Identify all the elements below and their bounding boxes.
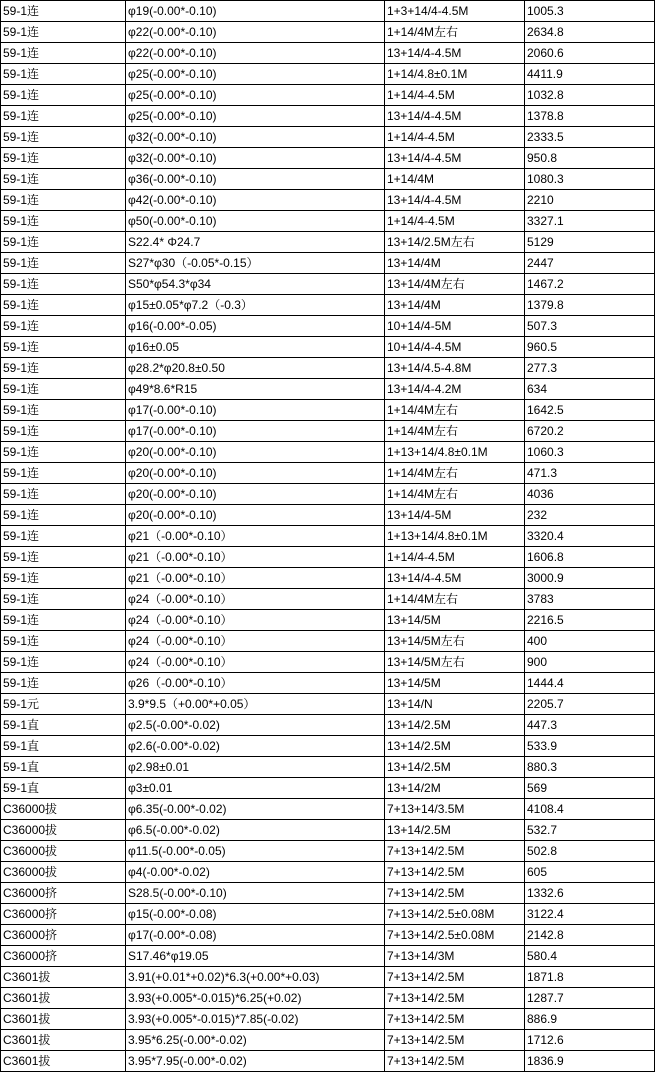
spec-cell: φ15±0.05*φ7.2（-0.3）	[126, 295, 385, 316]
weight-cell: 3327.1	[525, 211, 655, 232]
length-cell: 13+14/2M	[385, 778, 525, 799]
weight-cell: 471.3	[525, 463, 655, 484]
spec-cell: φ2.6(-0.00*-0.02)	[126, 736, 385, 757]
table-row	[1, 778, 655, 799]
length-cell: 13+14/4-4.5M	[385, 568, 525, 589]
grade-cell: 59-1连	[1, 1, 126, 22]
spec-cell: φ24（-0.00*-0.10）	[126, 589, 385, 610]
weight-cell: 232	[525, 505, 655, 526]
grade-cell: 59-1连	[1, 631, 126, 652]
table-row	[1, 211, 655, 232]
table-row	[1, 841, 655, 862]
weight-cell: 1642.5	[525, 400, 655, 421]
length-cell: 13+14/4-4.5M	[385, 190, 525, 211]
table-row	[1, 295, 655, 316]
spec-cell: φ20(-0.00*-0.10)	[126, 463, 385, 484]
grade-cell: 59-1连	[1, 589, 126, 610]
spec-cell: S28.5(-0.00*-0.10)	[126, 883, 385, 904]
spec-cell: φ16±0.05	[126, 337, 385, 358]
length-cell: 1+14/4M左右	[385, 400, 525, 421]
weight-cell: 2333.5	[525, 127, 655, 148]
table-row	[1, 631, 655, 652]
spec-cell: φ49*8.6*R15	[126, 379, 385, 400]
spec-cell: φ32(-0.00*-0.10)	[126, 148, 385, 169]
table-row	[1, 652, 655, 673]
grade-cell: 59-1元	[1, 694, 126, 715]
table-row	[1, 799, 655, 820]
length-cell: 7+13+14/2.5M	[385, 1009, 525, 1030]
length-cell: 1+14/4-4.5M	[385, 127, 525, 148]
grade-cell: 59-1连	[1, 568, 126, 589]
length-cell: 7+13+14/2.5M	[385, 862, 525, 883]
length-cell: 13+14/5M左右	[385, 631, 525, 652]
length-cell: 13+14/5M	[385, 610, 525, 631]
weight-cell: 605	[525, 862, 655, 883]
length-cell: 1+14/4.8±0.1M	[385, 64, 525, 85]
table-row	[1, 904, 655, 925]
grade-cell: 59-1连	[1, 337, 126, 358]
weight-cell: 2210	[525, 190, 655, 211]
weight-cell: 880.3	[525, 757, 655, 778]
table-row	[1, 505, 655, 526]
spec-cell: φ6.5(-0.00*-0.02)	[126, 820, 385, 841]
length-cell: 7+13+14/2.5M	[385, 841, 525, 862]
length-cell: 13+14/2.5M	[385, 715, 525, 736]
grade-cell: 59-1连	[1, 652, 126, 673]
spec-cell: 3.95*6.25(-0.00*-0.02)	[126, 1030, 385, 1051]
table-row	[1, 715, 655, 736]
weight-cell: 580.4	[525, 946, 655, 967]
spec-cell: φ25(-0.00*-0.10)	[126, 64, 385, 85]
grade-cell: 59-1连	[1, 379, 126, 400]
length-cell: 13+14/2.5M左右	[385, 232, 525, 253]
table-row	[1, 316, 655, 337]
table-row	[1, 274, 655, 295]
weight-cell: 1871.8	[525, 967, 655, 988]
weight-cell: 1378.8	[525, 106, 655, 127]
table-row	[1, 190, 655, 211]
spec-cell: φ50(-0.00*-0.10)	[126, 211, 385, 232]
weight-cell: 2060.6	[525, 43, 655, 64]
spec-cell: φ17(-0.00*-0.08)	[126, 925, 385, 946]
length-cell: 1+3+14/4-4.5M	[385, 1, 525, 22]
table-row	[1, 883, 655, 904]
spec-cell: φ22(-0.00*-0.10)	[126, 22, 385, 43]
weight-cell: 886.9	[525, 1009, 655, 1030]
length-cell: 13+14/4-4.5M	[385, 148, 525, 169]
weight-cell: 2447	[525, 253, 655, 274]
spec-cell: φ17(-0.00*-0.10)	[126, 400, 385, 421]
grade-cell: 59-1连	[1, 358, 126, 379]
spec-cell: φ26（-0.00*-0.10）	[126, 673, 385, 694]
weight-cell: 960.5	[525, 337, 655, 358]
weight-cell: 950.8	[525, 148, 655, 169]
weight-cell: 1287.7	[525, 988, 655, 1009]
table-row	[1, 358, 655, 379]
spec-cell: φ36(-0.00*-0.10)	[126, 169, 385, 190]
weight-cell: 5129	[525, 232, 655, 253]
length-cell: 1+14/4M左右	[385, 22, 525, 43]
table-row	[1, 421, 655, 442]
weight-cell: 2142.8	[525, 925, 655, 946]
grade-cell: C3601拔	[1, 1051, 126, 1072]
length-cell: 13+14/N	[385, 694, 525, 715]
spec-cell: φ24（-0.00*-0.10）	[126, 631, 385, 652]
grade-cell: C3601拔	[1, 1030, 126, 1051]
length-cell: 10+14/4-5M	[385, 316, 525, 337]
table-row	[1, 946, 655, 967]
table-row	[1, 337, 655, 358]
grade-cell: 59-1连	[1, 211, 126, 232]
spec-cell: φ21（-0.00*-0.10）	[126, 547, 385, 568]
table-row	[1, 1, 655, 22]
spec-cell: 3.95*7.95(-0.00*-0.02)	[126, 1051, 385, 1072]
spec-cell: 3.93(+0.005*-0.015)*7.85(-0.02)	[126, 1009, 385, 1030]
weight-cell: 1836.9	[525, 1051, 655, 1072]
table-row	[1, 1051, 655, 1072]
length-cell: 13+14/4.5-4.8M	[385, 358, 525, 379]
spec-cell: φ22(-0.00*-0.10)	[126, 43, 385, 64]
length-cell: 13+14/4-4.5M	[385, 43, 525, 64]
table-row	[1, 967, 655, 988]
length-cell: 7+13+14/2.5M	[385, 967, 525, 988]
spec-cell: S50*φ54.3*φ34	[126, 274, 385, 295]
table-row	[1, 862, 655, 883]
grade-cell: 59-1连	[1, 148, 126, 169]
grade-cell: 59-1连	[1, 106, 126, 127]
weight-cell: 3320.4	[525, 526, 655, 547]
length-cell: 13+14/4-5M	[385, 505, 525, 526]
grade-cell: 59-1连	[1, 190, 126, 211]
table-row	[1, 106, 655, 127]
table-row	[1, 988, 655, 1009]
spec-cell: φ2.98±0.01	[126, 757, 385, 778]
weight-cell: 1332.6	[525, 883, 655, 904]
table-row	[1, 526, 655, 547]
length-cell: 13+14/4M	[385, 295, 525, 316]
spec-cell: φ15(-0.00*-0.08)	[126, 904, 385, 925]
table-row	[1, 568, 655, 589]
length-cell: 7+13+14/2.5M	[385, 1051, 525, 1072]
table-row	[1, 1030, 655, 1051]
table-row	[1, 736, 655, 757]
length-cell: 7+13+14/3.5M	[385, 799, 525, 820]
grade-cell: 59-1连	[1, 526, 126, 547]
table-row	[1, 442, 655, 463]
table-row	[1, 127, 655, 148]
spec-cell: φ25(-0.00*-0.10)	[126, 106, 385, 127]
grade-cell: 59-1连	[1, 43, 126, 64]
spec-cell: φ3±0.01	[126, 778, 385, 799]
weight-cell: 277.3	[525, 358, 655, 379]
weight-cell: 2634.8	[525, 22, 655, 43]
grade-cell: C36000挤	[1, 925, 126, 946]
weight-cell: 3783	[525, 589, 655, 610]
grade-cell: 59-1连	[1, 85, 126, 106]
grade-cell: C3601拔	[1, 988, 126, 1009]
length-cell: 13+14/4M	[385, 253, 525, 274]
table-row	[1, 925, 655, 946]
grade-cell: C36000挤	[1, 946, 126, 967]
grade-cell: 59-1连	[1, 610, 126, 631]
table-row	[1, 379, 655, 400]
length-cell: 13+14/4M左右	[385, 274, 525, 295]
length-cell: 1+14/4M左右	[385, 421, 525, 442]
length-cell: 1+14/4-4.5M	[385, 211, 525, 232]
length-cell: 7+13+14/2.5M	[385, 988, 525, 1009]
weight-cell: 3122.4	[525, 904, 655, 925]
spec-cell: φ25(-0.00*-0.10)	[126, 85, 385, 106]
spec-cell: φ4(-0.00*-0.02)	[126, 862, 385, 883]
grade-cell: C36000挤	[1, 883, 126, 904]
grade-cell: 59-1连	[1, 22, 126, 43]
length-cell: 13+14/2.5M	[385, 736, 525, 757]
length-cell: 1+14/4-4.5M	[385, 85, 525, 106]
grade-cell: 59-1连	[1, 442, 126, 463]
table-row	[1, 64, 655, 85]
weight-cell: 634	[525, 379, 655, 400]
length-cell: 13+14/2.5M	[385, 820, 525, 841]
grade-cell: 59-1连	[1, 673, 126, 694]
weight-cell: 533.9	[525, 736, 655, 757]
grade-cell: C3601拔	[1, 1009, 126, 1030]
table-row	[1, 484, 655, 505]
spec-cell: φ20(-0.00*-0.10)	[126, 505, 385, 526]
grade-cell: 59-1直	[1, 778, 126, 799]
length-cell: 13+14/5M左右	[385, 652, 525, 673]
length-cell: 7+13+14/3M	[385, 946, 525, 967]
spec-cell: 3.93(+0.005*-0.015)*6.25(+0.02)	[126, 988, 385, 1009]
table-row	[1, 589, 655, 610]
grade-cell: C36000挤	[1, 904, 126, 925]
grade-cell: 59-1连	[1, 274, 126, 295]
spec-cell: φ2.5(-0.00*-0.02)	[126, 715, 385, 736]
grade-cell: 59-1直	[1, 715, 126, 736]
table-row	[1, 22, 655, 43]
spec-cell: φ6.35(-0.00*-0.02)	[126, 799, 385, 820]
length-cell: 13+14/5M	[385, 673, 525, 694]
table-body	[1, 1, 655, 1072]
weight-cell: 1712.6	[525, 1030, 655, 1051]
spec-cell: φ24（-0.00*-0.10）	[126, 652, 385, 673]
grade-cell: 59-1直	[1, 757, 126, 778]
spec-cell: φ16(-0.00*-0.05)	[126, 316, 385, 337]
weight-cell: 1606.8	[525, 547, 655, 568]
table-row	[1, 148, 655, 169]
table-row	[1, 463, 655, 484]
spec-cell: φ32(-0.00*-0.10)	[126, 127, 385, 148]
grade-cell: 59-1连	[1, 547, 126, 568]
grade-cell: 59-1连	[1, 253, 126, 274]
table-row	[1, 1009, 655, 1030]
grade-cell: C36000拔	[1, 841, 126, 862]
grade-cell: 59-1连	[1, 169, 126, 190]
length-cell: 13+14/4-4.5M	[385, 106, 525, 127]
length-cell: 13+14/4-4.2M	[385, 379, 525, 400]
table-row	[1, 43, 655, 64]
spec-cell: φ20(-0.00*-0.10)	[126, 442, 385, 463]
weight-cell: 1379.8	[525, 295, 655, 316]
spec-cell: S22.4* Φ24.7	[126, 232, 385, 253]
weight-cell: 447.3	[525, 715, 655, 736]
weight-cell: 400	[525, 631, 655, 652]
grade-cell: C36000拔	[1, 820, 126, 841]
spec-cell: φ17(-0.00*-0.10)	[126, 421, 385, 442]
table-row	[1, 673, 655, 694]
grade-cell: C3601拔	[1, 967, 126, 988]
grade-cell: 59-1连	[1, 400, 126, 421]
weight-cell: 532.7	[525, 820, 655, 841]
table-row	[1, 169, 655, 190]
length-cell: 1+13+14/4.8±0.1M	[385, 526, 525, 547]
weight-cell: 1032.8	[525, 85, 655, 106]
weight-cell: 4411.9	[525, 64, 655, 85]
weight-cell: 1060.3	[525, 442, 655, 463]
spec-cell: φ28.2*φ20.8±0.50	[126, 358, 385, 379]
weight-cell: 1444.4	[525, 673, 655, 694]
length-cell: 13+14/2.5M	[385, 757, 525, 778]
spec-cell: S27*φ30（-0.05*-0.15）	[126, 253, 385, 274]
table-row	[1, 694, 655, 715]
grade-cell: C36000拔	[1, 862, 126, 883]
spec-cell: φ42(-0.00*-0.10)	[126, 190, 385, 211]
spec-cell: φ21（-0.00*-0.10）	[126, 568, 385, 589]
grade-cell: 59-1直	[1, 736, 126, 757]
grade-cell: 59-1连	[1, 421, 126, 442]
spec-cell: φ20(-0.00*-0.10)	[126, 484, 385, 505]
table-row	[1, 232, 655, 253]
length-cell: 1+13+14/4.8±0.1M	[385, 442, 525, 463]
length-cell: 1+14/4M	[385, 169, 525, 190]
spec-cell: φ24（-0.00*-0.10）	[126, 610, 385, 631]
table-row	[1, 85, 655, 106]
grade-cell: C36000拔	[1, 799, 126, 820]
length-cell: 1+14/4M左右	[385, 589, 525, 610]
grade-cell: 59-1连	[1, 232, 126, 253]
weight-cell: 569	[525, 778, 655, 799]
length-cell: 7+13+14/2.5±0.08M	[385, 904, 525, 925]
length-cell: 7+13+14/2.5±0.08M	[385, 925, 525, 946]
length-cell: 7+13+14/2.5M	[385, 883, 525, 904]
grade-cell: 59-1连	[1, 463, 126, 484]
spec-cell: φ19(-0.00*-0.10)	[126, 1, 385, 22]
table-row	[1, 400, 655, 421]
grade-cell: 59-1连	[1, 127, 126, 148]
spec-cell: S17.46*φ19.05	[126, 946, 385, 967]
table-row	[1, 547, 655, 568]
spec-cell: 3.9*9.5（+0.00*+0.05）	[126, 694, 385, 715]
length-cell: 1+14/4-4.5M	[385, 547, 525, 568]
weight-cell: 4036	[525, 484, 655, 505]
grade-cell: 59-1连	[1, 64, 126, 85]
weight-cell: 6720.2	[525, 421, 655, 442]
weight-cell: 1080.3	[525, 169, 655, 190]
weight-cell: 3000.9	[525, 568, 655, 589]
weight-cell: 900	[525, 652, 655, 673]
spec-cell: φ21（-0.00*-0.10）	[126, 526, 385, 547]
length-cell: 1+14/4M左右	[385, 463, 525, 484]
table-row	[1, 820, 655, 841]
length-cell: 1+14/4M左右	[385, 484, 525, 505]
weight-cell: 1467.2	[525, 274, 655, 295]
table-row	[1, 757, 655, 778]
weight-cell: 2205.7	[525, 694, 655, 715]
weight-cell: 4108.4	[525, 799, 655, 820]
table-row	[1, 610, 655, 631]
grade-cell: 59-1连	[1, 484, 126, 505]
weight-cell: 1005.3	[525, 1, 655, 22]
spec-cell: φ11.5(-0.00*-0.05)	[126, 841, 385, 862]
weight-cell: 502.8	[525, 841, 655, 862]
spec-cell: 3.91(+0.01*+0.02)*6.3(+0.00*+0.03)	[126, 967, 385, 988]
weight-cell: 2216.5	[525, 610, 655, 631]
grade-cell: 59-1连	[1, 295, 126, 316]
length-cell: 10+14/4-4.5M	[385, 337, 525, 358]
grade-cell: 59-1连	[1, 505, 126, 526]
weight-cell: 507.3	[525, 316, 655, 337]
table-row	[1, 253, 655, 274]
grade-cell: 59-1连	[1, 316, 126, 337]
length-cell: 7+13+14/2.5M	[385, 1030, 525, 1051]
